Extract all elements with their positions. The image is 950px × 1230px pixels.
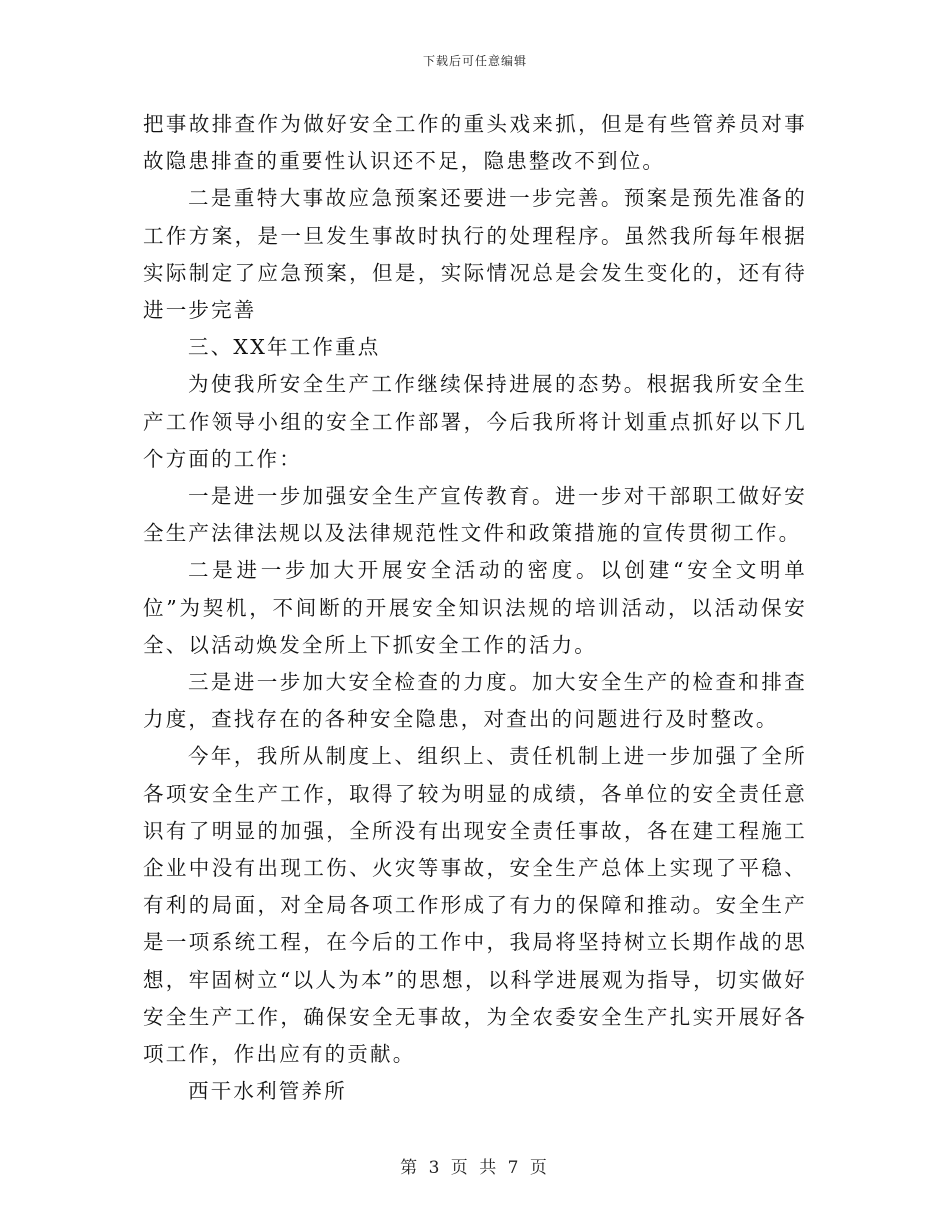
paragraph-point-1: 一是进一步加强安全生产宣传教育。进一步对干部职工做好安全生产法律法规以及法律规范性文件和政策措施的宣传贯彻工作。 <box>143 484 807 546</box>
paragraph-intro: 为使我所安全生产工作继续保持进展的态势。根据我所安全生产工作领导小组的安全工作部署，今后我所将计划重点抓好以下几个方面的工作： <box>143 372 807 471</box>
signature-organization: 西干水利管养所 <box>188 1079 347 1104</box>
paragraph-point-2: 二是进一步加大开展安全活动的密度。以创建“安全文明单位”为契机，不间断的开展安全知识法规的培训活动，以活动保安全、以活动焕发全所上下抓安全工作的活力。 <box>143 558 807 657</box>
paragraph-point-3: 三是进一步加大安全检查的力度。加大安全生产的检查和排查力度，查找存在的各种安全隐患，对查出的问题进行及时整改。 <box>143 670 807 732</box>
page-number: 第 3 页 共 7 页 <box>400 1158 550 1178</box>
paragraph-summary: 今年，我所从制度上、组织上、责任机制上进一步加强了全所各项安全生产工作，取得了较为明显的成绩，各单位的安全责任意识有了明显的加强，全所没有出现安全责任事故，各在建工程施工企业中没有出现工伤、火灾等事故，安全生产总体上实现了平稳、有利的局面，对全局各项工作形成了有力的保障和推动。安全生产是一项系统工程，在今后的工作中，我局将坚持树立长期作战的思想，牢固树立“以人为本”的思想，以科学进展观为指导，切实做好安全生产工作，确保安全无事故，为全农委安全生产扎实开展好各项工作，作出应有的贡献。 <box>143 744 807 1067</box>
document-body <box>143 106 807 1110</box>
paragraph-emergency-plan: 二是重特大事故应急预案还要进一步完善。预案是预先准备的工作方案，是一旦发生事故时执行的处理程序。虽然我所每年根据实际制定了应急预案，但是，实际情况总是会发生变化的，还有待进一步完善 <box>143 186 807 323</box>
paragraph-continuation: 把事故排查作为做好安全工作的重头戏来抓，但是有些管养员对事故隐患排查的重要性认识还不足，隐患整改不到位。 <box>143 112 807 174</box>
section-heading: 三、XX年工作重点 <box>188 335 381 360</box>
page-header: 下载后可任意编辑 <box>422 54 527 68</box>
